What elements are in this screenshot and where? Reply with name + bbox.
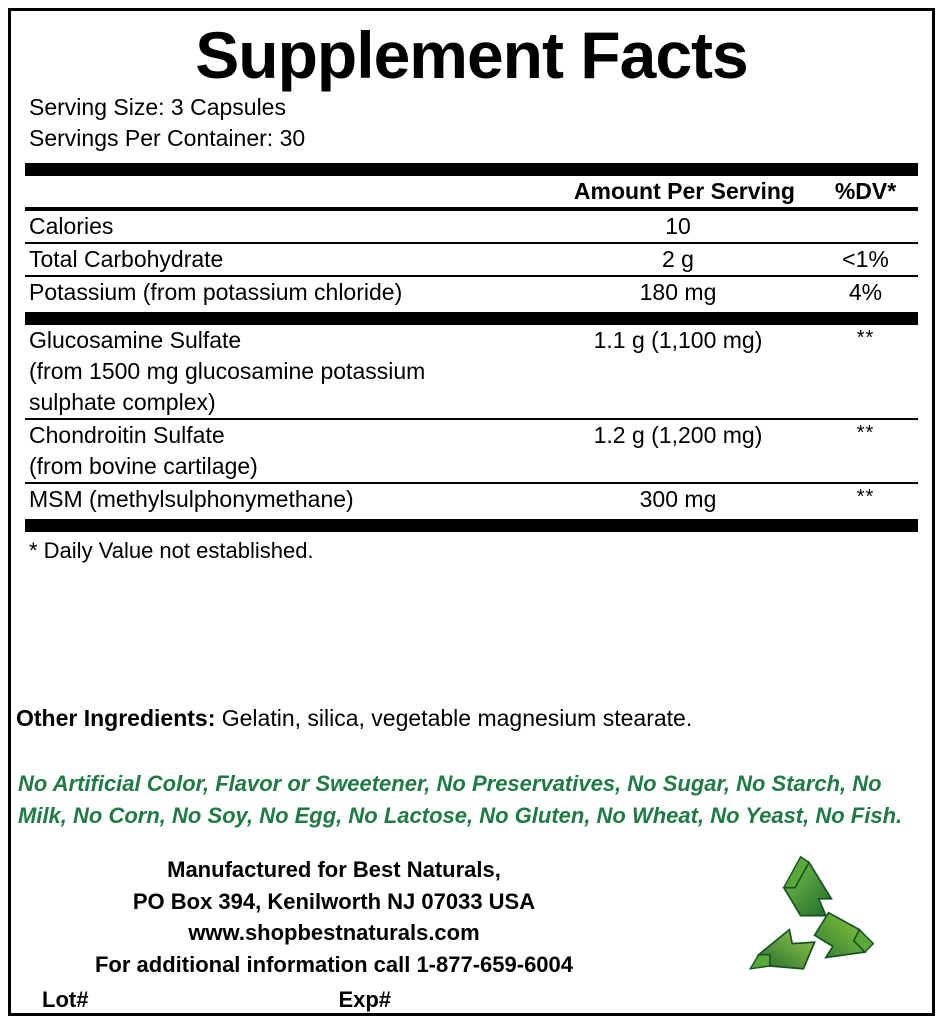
lot-exp-row [14, 987, 654, 1013]
phone-info: For additional information call 1-877-659-6004 [94, 952, 574, 978]
manufacturer-line-1: Manufactured for Best Naturals, [167, 856, 501, 882]
header-amount-per-serving: Amount Per Serving [573, 178, 795, 205]
row-subtext: sulphate complex) [25, 387, 543, 419]
table-header-row [25, 176, 918, 207]
row-name: Calories [25, 211, 543, 243]
other-ingredients [16, 704, 929, 734]
table-row [25, 325, 918, 356]
divider-thick-middle [25, 312, 918, 325]
servings-per-container-text: Servings Per Container: 30 [29, 124, 306, 151]
table-row [25, 483, 918, 515]
table-subrow [25, 387, 918, 419]
other-ingredients-label: Other Ingredients: [16, 705, 216, 731]
row-dv: ** [856, 327, 875, 350]
recycle-icon [729, 854, 889, 994]
table-row [25, 211, 918, 243]
divider-thick-top [25, 163, 918, 176]
row-name: MSM (methylsulphonymethane) [29, 486, 354, 513]
page-title: Supplement Facts [195, 18, 748, 92]
row-name: Glucosamine Sulfate [29, 327, 242, 354]
table-subrow [25, 356, 918, 387]
row-amount: 1.1 g (1,100 mg) [593, 327, 763, 354]
row-amount: 10 [543, 211, 813, 243]
table-subrow [25, 451, 918, 483]
row-amount: 180 mg [639, 279, 717, 306]
divider-thick-bottom [25, 519, 918, 532]
table-row [25, 276, 918, 308]
row-subtext: (from bovine cartilage) [25, 451, 543, 483]
row-name: Total Carbohydrate [25, 243, 543, 276]
row-dv: 4% [848, 279, 883, 306]
footer [14, 854, 929, 1014]
nutrition-table-top [25, 211, 918, 308]
row-dv: <1% [813, 243, 918, 276]
lot-number-label: Lot# [42, 987, 89, 1013]
row-amount: 1.2 g (1,200 mg) [593, 422, 763, 449]
row-name: Potassium (from potassium chloride) [29, 279, 403, 306]
row-amount: 300 mg [639, 486, 717, 513]
nutrition-table [25, 176, 918, 207]
row-dv: ** [856, 486, 875, 509]
exp-date-label: Exp# [338, 987, 392, 1013]
daily-value-footnote: * Daily Value not established. [29, 538, 314, 564]
row-name: Chondroitin Sulfate [29, 422, 225, 449]
other-ingredients-value: Gelatin, silica, vegetable magnesium stearate. [221, 705, 693, 731]
row-dv: ** [856, 422, 875, 445]
nutrition-table-main [25, 325, 918, 515]
row-dv [813, 211, 918, 243]
row-amount: 2 g [543, 243, 813, 276]
header-blank [25, 176, 525, 207]
website[interactable]: www.shopbestnaturals.com [188, 920, 480, 946]
row-subtext: (from 1500 mg glucosamine potassium [29, 358, 426, 385]
free-from-claims-line2: Milk, No Corn, No Soy, No Egg, No Lactose, No Gluten, No Wheat, No Yeast, No Fish. [18, 802, 903, 828]
serving-size-text: Serving Size: 3 Capsules [29, 94, 286, 121]
table-row [25, 243, 918, 276]
header-percent-dv: %DV* [834, 178, 897, 205]
manufacturer-address: PO Box 394, Kenilworth NJ 07033 USA [132, 888, 536, 914]
free-from-claims-line1: No Artificial Color, Flavor or Sweetener, No Preservatives, No Sugar, No Starch, No [18, 770, 882, 796]
free-from-claims [18, 768, 929, 832]
table-row [25, 419, 918, 451]
